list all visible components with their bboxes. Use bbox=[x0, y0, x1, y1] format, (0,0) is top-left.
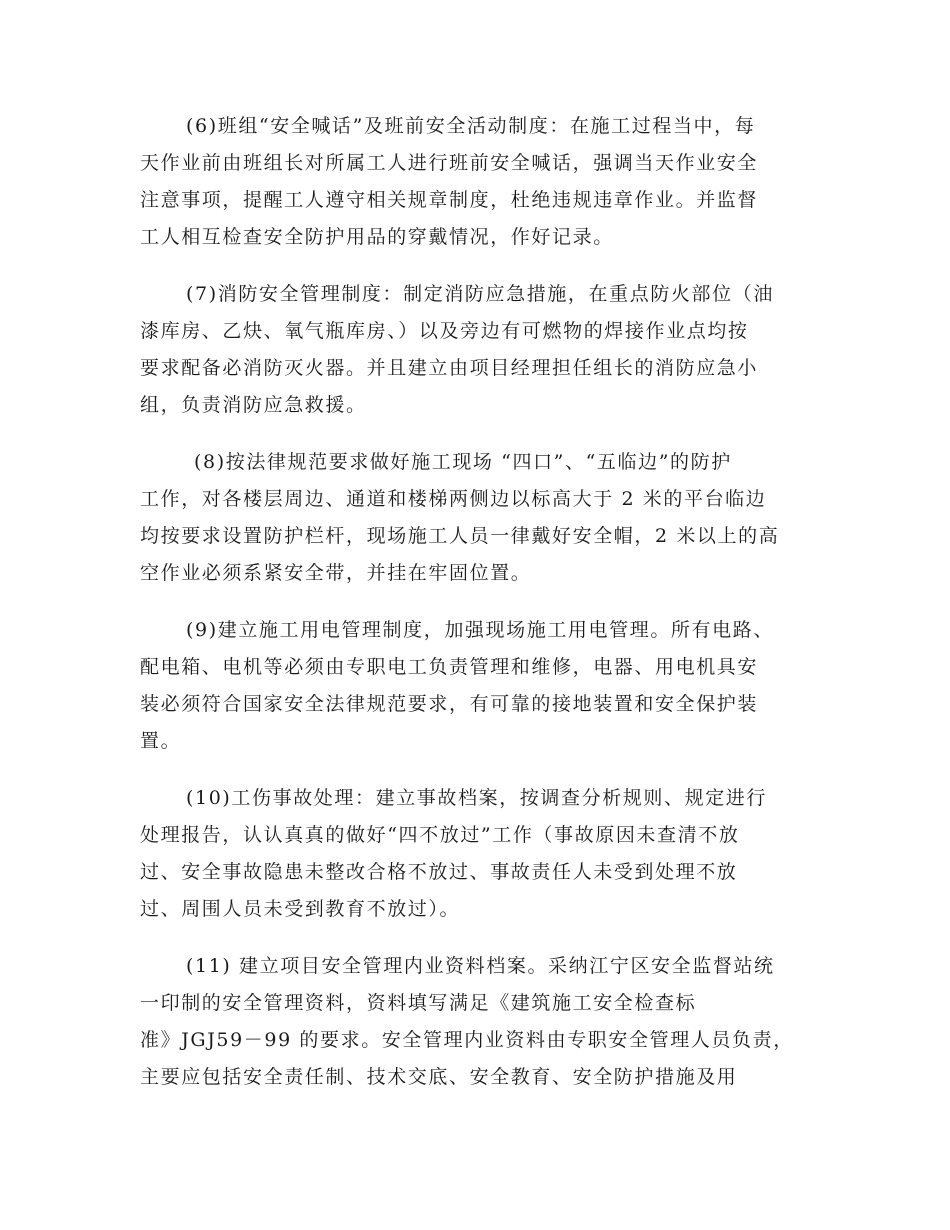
text-line: 置。 bbox=[140, 730, 182, 752]
text-line: 注意事项，提醒工人遵守相关规章制度，杜绝违规违章作业。并监督 bbox=[140, 189, 759, 211]
text-line: 一印制的安全管理资料，资料填写满足《建筑施工安全检查标 bbox=[140, 992, 697, 1014]
paragraph-9 bbox=[140, 612, 808, 760]
text-line: (10)工伤事故处理：建立事故档案，按调查分析规则、规定进行 bbox=[186, 787, 768, 809]
text-line: 配电箱、电机等必须由专职电工负责管理和维修，电器、用电机具安 bbox=[140, 656, 759, 678]
text-line: 过、周围人员未受到教育不放过）。 bbox=[140, 898, 461, 920]
text-line: 漆库房、乙炔、氧气瓶库房、）以及旁边有可燃物的焊接作业点均按 bbox=[140, 320, 749, 342]
paragraph-7 bbox=[140, 276, 808, 424]
text-line: 均按要求设置防护栏杆，现场施工人员一律戴好安全帽，2 米以上的高 bbox=[140, 525, 780, 547]
text-line: 过、安全事故隐患未整改合格不放过、事故责任人未受到处理不放 bbox=[140, 861, 738, 883]
text-line: (9)建立施工用电管理制度，加强现场施工用电管理。所有电路、 bbox=[186, 619, 774, 641]
paragraph-11 bbox=[140, 948, 808, 1096]
paragraph-6 bbox=[140, 108, 808, 256]
text-line: 组，负责消防应急救援。 bbox=[140, 394, 367, 416]
text-line: 准》JGJ59－99 的要求。安全管理内业资料由专职安全管理人员负责， bbox=[140, 1029, 794, 1051]
text-line: (8)按法律规范要求做好施工现场 “四口”、“五临边”的防护 bbox=[194, 451, 732, 473]
text-line: 主要应包括安全责任制、技术交底、安全教育、安全防护措施及用 bbox=[140, 1066, 738, 1088]
text-line: 天作业前由班组长对所属工人进行班前安全喊话，强调当天作业安全 bbox=[140, 152, 759, 174]
text-line: (11) 建立项目安全管理内业资料档案。采纳江宁区安全监督站统 bbox=[186, 955, 775, 977]
document-body bbox=[140, 108, 808, 1116]
paragraph-8 bbox=[140, 444, 808, 592]
text-line: (7)消防安全管理制度：制定消防应急措施，在重点防火部位（油 bbox=[186, 283, 774, 305]
paragraph-10 bbox=[140, 780, 808, 928]
text-line: 装必须符合国家安全法律规范要求，有可靠的接地装置和安全保护装 bbox=[140, 693, 759, 715]
text-line: (6)班组“安全喊话”及班前安全活动制度：在施工过程当中，每 bbox=[186, 115, 756, 137]
text-line: 要求配备必消防灭火器。并且建立由项目经理担任组长的消防应急小 bbox=[140, 357, 759, 379]
text-line: 工作，对各楼层周边、通道和楼梯两侧边以标高大于 2 米的平台临边 bbox=[140, 488, 767, 510]
text-line: 工人相互检查安全防护用品的穿戴情况，作好记录。 bbox=[140, 226, 614, 248]
text-line: 空作业必须系紧安全带，并挂在牢固位置。 bbox=[140, 562, 532, 584]
text-line: 处理报告，认认真真的做好“四不放过”工作（事故原因未查清不放 bbox=[140, 824, 740, 846]
